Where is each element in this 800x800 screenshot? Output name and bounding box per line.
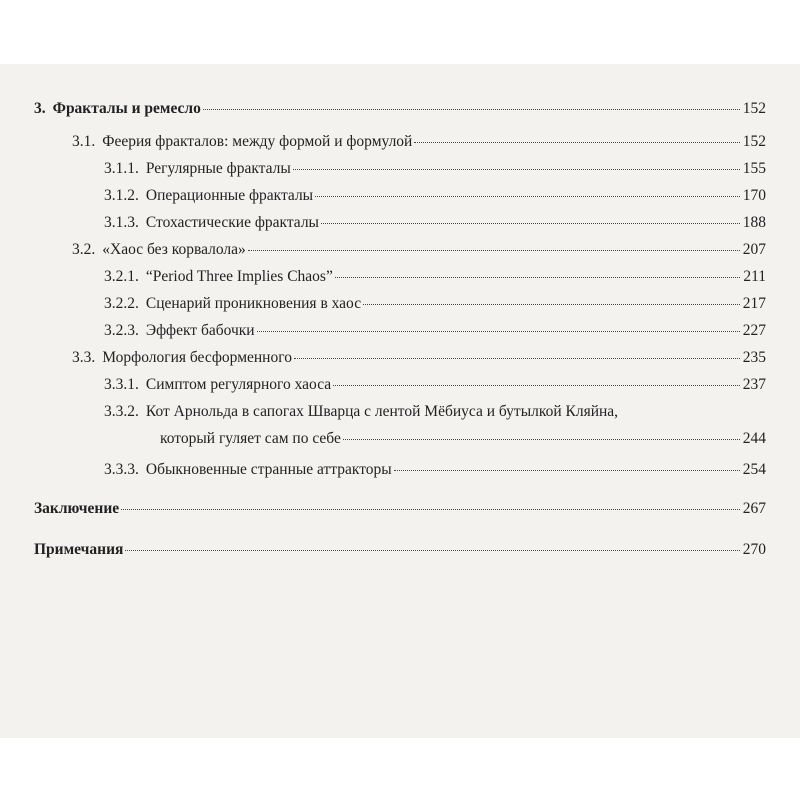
toc-page-number: 170: [742, 187, 766, 204]
toc-entry-3-3-2: [160, 430, 766, 448]
toc-entry-3-2-2: [104, 295, 766, 313]
toc-page-number: 152: [742, 100, 766, 117]
dot-leader: [293, 169, 740, 170]
toc-entry-3-1-1: [104, 160, 766, 178]
toc-entry-3-2-3: [104, 322, 766, 340]
book-page: [0, 64, 800, 738]
toc-page-number: 254: [742, 461, 766, 478]
toc-number: 3.3.1.: [104, 376, 139, 393]
toc-title: Кот Арнольда в сапогах Шварца с лентой Мёбиуса и бутылкой Кляйна,: [145, 403, 619, 420]
toc-number: 3.1.1.: [104, 160, 139, 177]
toc-number: 3.3.: [72, 349, 96, 366]
dot-leader: [363, 304, 740, 305]
toc-title: Эффект бабочки: [145, 322, 255, 339]
toc-title: “Period Three Implies Chaos”: [145, 268, 333, 285]
toc-number: 3.3.3.: [104, 461, 139, 478]
toc-number: 3.2.1.: [104, 268, 139, 285]
toc-page-number: 237: [742, 376, 766, 393]
dot-leader: [125, 550, 739, 551]
toc-page-number: 267: [742, 500, 766, 517]
dot-leader: [333, 385, 740, 386]
toc-entry-chapter-3: [34, 100, 766, 118]
toc-entry-3-3-3: [104, 461, 766, 479]
toc-entry-3-1-3: [104, 214, 766, 232]
dot-leader: [394, 470, 740, 471]
dot-leader: [315, 196, 740, 197]
toc-page-number: 235: [742, 349, 766, 366]
dot-leader: [335, 277, 740, 278]
toc-page-number: 270: [742, 541, 766, 558]
dot-leader: [343, 439, 740, 440]
toc-number: 3.2.3.: [104, 322, 139, 339]
toc-title: Морфология бесформенного: [102, 349, 292, 366]
toc-page-number: 152: [742, 133, 766, 150]
toc-title: «Хаос без корвалола»: [102, 241, 246, 258]
toc-title: Сценарий проникновения в хаос: [145, 295, 362, 312]
toc-number: 3.3.2.: [104, 403, 139, 420]
dot-leader: [248, 250, 740, 251]
toc-page-number: 244: [742, 430, 766, 447]
toc-entry-3-3: [72, 349, 766, 367]
toc-title: Регулярные фракталы: [145, 160, 291, 177]
dot-leader: [321, 223, 740, 224]
toc-page-number: 155: [742, 160, 766, 177]
toc-number: 3.1.3.: [104, 214, 139, 231]
toc-entry-3-2-1: [104, 268, 766, 286]
dot-leader: [294, 358, 740, 359]
dot-leader: [414, 142, 739, 143]
toc-entry-3-2: [72, 241, 766, 259]
dot-leader: [121, 509, 740, 510]
toc-entry-3-1: [72, 133, 766, 151]
toc-entry-3-3-1: [104, 376, 766, 394]
toc-title: Симптом регулярного хаоса: [145, 376, 332, 393]
toc-title: Стохастические фракталы: [145, 214, 319, 231]
toc-title: Фракталы и ремесло: [52, 100, 201, 117]
toc-entry-3-3-2-first-line: [104, 403, 618, 421]
toc-page-number: 211: [743, 268, 766, 285]
toc-number: 3.1.2.: [104, 187, 139, 204]
toc-title-continuation: который гуляет сам по себе: [160, 430, 341, 447]
toc-number: 3.1.: [72, 133, 96, 150]
toc-title: Обыкновенные странные аттракторы: [145, 461, 392, 478]
toc-entry-conclusion: [34, 500, 766, 518]
toc-page-number: 217: [742, 295, 766, 312]
toc-page-number: 207: [742, 241, 766, 258]
dot-leader: [257, 331, 740, 332]
toc-number: 3.: [34, 100, 46, 117]
table-of-contents: [0, 64, 800, 738]
toc-title: Заключение: [34, 500, 120, 517]
toc-entry-3-1-2: [104, 187, 766, 205]
toc-number: 3.2.2.: [104, 295, 139, 312]
toc-title: Примечания: [34, 541, 124, 558]
toc-page-number: 227: [742, 322, 766, 339]
toc-entry-notes: [34, 541, 766, 559]
toc-title: Операционные фракталы: [145, 187, 314, 204]
toc-page-number: 188: [742, 214, 766, 231]
toc-number: 3.2.: [72, 241, 96, 258]
dot-leader: [203, 109, 740, 110]
toc-title: Феерия фракталов: между формой и формулой: [102, 133, 413, 150]
